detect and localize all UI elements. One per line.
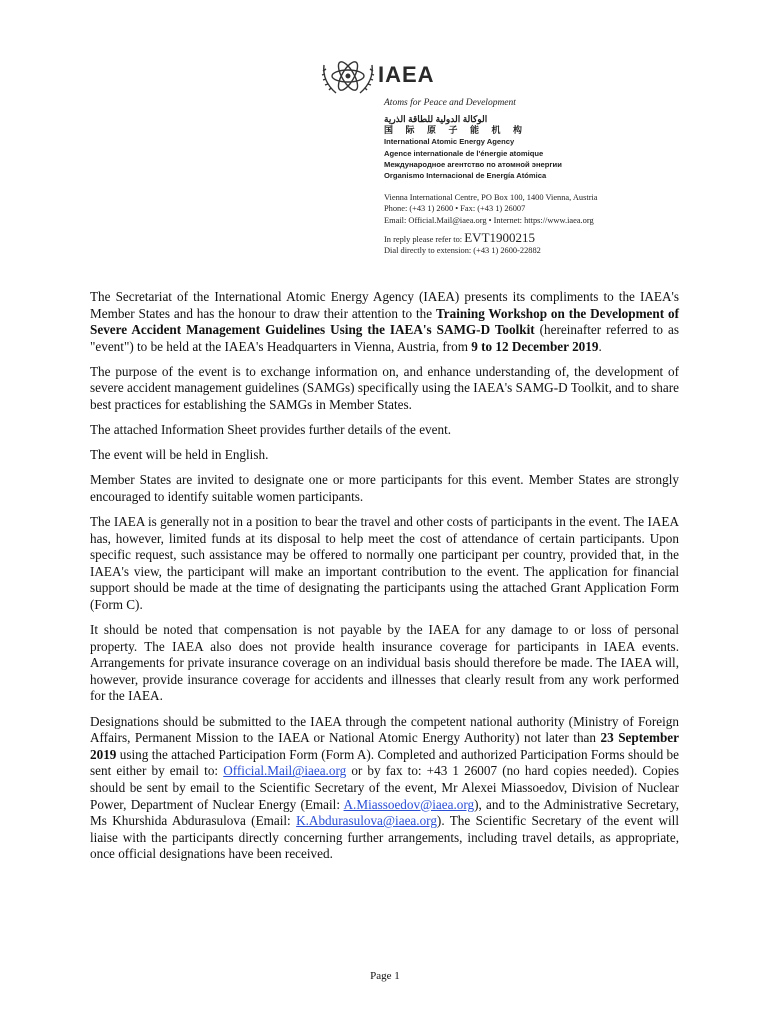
reference-number: EVT1900215 bbox=[464, 230, 536, 245]
official-mail-link[interactable]: Official.Mail@iaea.org bbox=[223, 763, 347, 779]
org-name-english: International Atomic Energy Agency bbox=[384, 137, 515, 147]
text: ). The Scientific Secretary of the event will liaise with the participants directly concerning further arrangements, including travel details, as appropriate, once official designations have been received. bbox=[90, 813, 679, 862]
letter-body bbox=[90, 289, 679, 871]
reply-label: In reply please refer to: bbox=[384, 235, 465, 244]
text: (hereinafter referred to as "event") to be held at the IAEA's Headquarters in Vienna, Austria, from bbox=[90, 322, 679, 354]
email-internet: Email: Official.Mail@iaea.org • Internet: https://www.iaea.org bbox=[384, 215, 594, 225]
text: The Secretariat of the International Atomic Energy Agency (IAEA) presents its compliments to the IAEA's Member States and has the honour to draw their attention to the bbox=[90, 289, 679, 321]
org-name-french: Agence internationale de l'énergie atomique bbox=[384, 148, 544, 158]
administrative-secretary-email-link[interactable]: K.Abdurasulova@iaea.org bbox=[296, 813, 437, 829]
tagline: Atoms for Peace and Development bbox=[384, 98, 516, 108]
paragraph-insurance: It should be noted that compensation is not payable by the IAEA for any damage to or loss of personal property. The IAEA also does not provide health insurance coverage for participants in IAEA events. Arrangements for private insurance coverage on an individual basis should therefore be made. The IAEA will, however, provide insurance coverage for accidents and illnesses that clearly result from any work performed for the IAEA. bbox=[90, 622, 679, 704]
paragraph-intro bbox=[90, 289, 679, 355]
org-short-name: IAEA bbox=[378, 62, 435, 87]
paragraph-purpose: The purpose of the event is to exchange information on, and enhance understanding of, the development of severe accident management guidelines (SAMGs) specifically using the IAEA's SAMG-D Toolkit, and to share best practices for establishing the SAMGs in Member States. bbox=[90, 363, 679, 413]
paragraph-participants: Member States are invited to designate one or more participants for this event. Member States are strongly encouraged to identify suitable women participants. bbox=[90, 472, 679, 504]
org-name-chinese: 国 际 原 子 能 机 构 bbox=[384, 125, 528, 136]
paragraph-costs: The IAEA is generally not in a position to bear the travel and other costs of participants in the event. The IAEA has, however, limited funds at its disposal to help meet the cost of attendance of certain participants. Upon specific request, such assistance may be offered to normally one participant per country, provided that, in the IAEA's view, the participant will make an important contribution to the event. The application for financial support should be made at the time of designating the participants using the attached Grant Application Form (Form C). bbox=[90, 514, 679, 612]
deadline-date: 23 September 2019 bbox=[90, 730, 680, 762]
org-name-russian: Международное агентство по атомной энергии bbox=[384, 159, 562, 169]
paragraph-info-sheet: The attached Information Sheet provides further details of the event. bbox=[90, 422, 452, 438]
text: Designations should be submitted to the IAEA through the competent national authority (Ministry of Foreign Affairs, Permanent Mission to the IAEA or National Atomic Energy Authority) not later than bbox=[90, 713, 679, 746]
org-name-arabic: الوكالة الدولية للطاقة الذرية bbox=[384, 114, 488, 124]
contact-block bbox=[384, 192, 598, 226]
event-dates: 9 to 12 December 2019 bbox=[471, 338, 599, 354]
text: using the attached Participation Form (Form A). Completed and authorized Participation Forms should be sent either by email to: bbox=[90, 746, 679, 779]
dial-extension: Dial directly to extension: (+43 1) 2600-22882 bbox=[384, 246, 541, 256]
event-title: Training Workshop on the Development of Severe Accident Management Guidelines Using the IAEA's SAMG-D Toolkit bbox=[90, 305, 679, 338]
org-name-spanish: Organismo Internacional de Energía Atómica bbox=[384, 171, 547, 181]
paragraph-designations bbox=[90, 714, 679, 863]
text: . bbox=[598, 338, 602, 354]
paragraph-language: The event will be held in English. bbox=[90, 447, 269, 463]
atom-emblem-icon bbox=[318, 55, 378, 101]
phone-fax: Phone: (+43 1) 2600 • Fax: (+43 1) 26007 bbox=[384, 204, 526, 214]
address: Vienna International Centre, PO Box 100, 1400 Vienna, Austria bbox=[384, 193, 598, 202]
text: or by fax to: +43 1 26007 (no hard copies needed). Copies should be sent by email to the Scientific Secretary of the event, Mr Alexei Miassoedov, Division of Nuclear Power, Department of Nuclear Energy (Email: bbox=[90, 763, 679, 812]
page-number: Page 1 bbox=[370, 970, 400, 982]
scientific-secretary-email-link[interactable]: A.Miassoedov@iaea.org bbox=[343, 796, 475, 812]
reply-block bbox=[384, 232, 541, 257]
org-names bbox=[384, 114, 562, 181]
text: ), and to the Administrative Secretary, Ms Khurshida Abdurasulova (Email: bbox=[90, 796, 679, 829]
